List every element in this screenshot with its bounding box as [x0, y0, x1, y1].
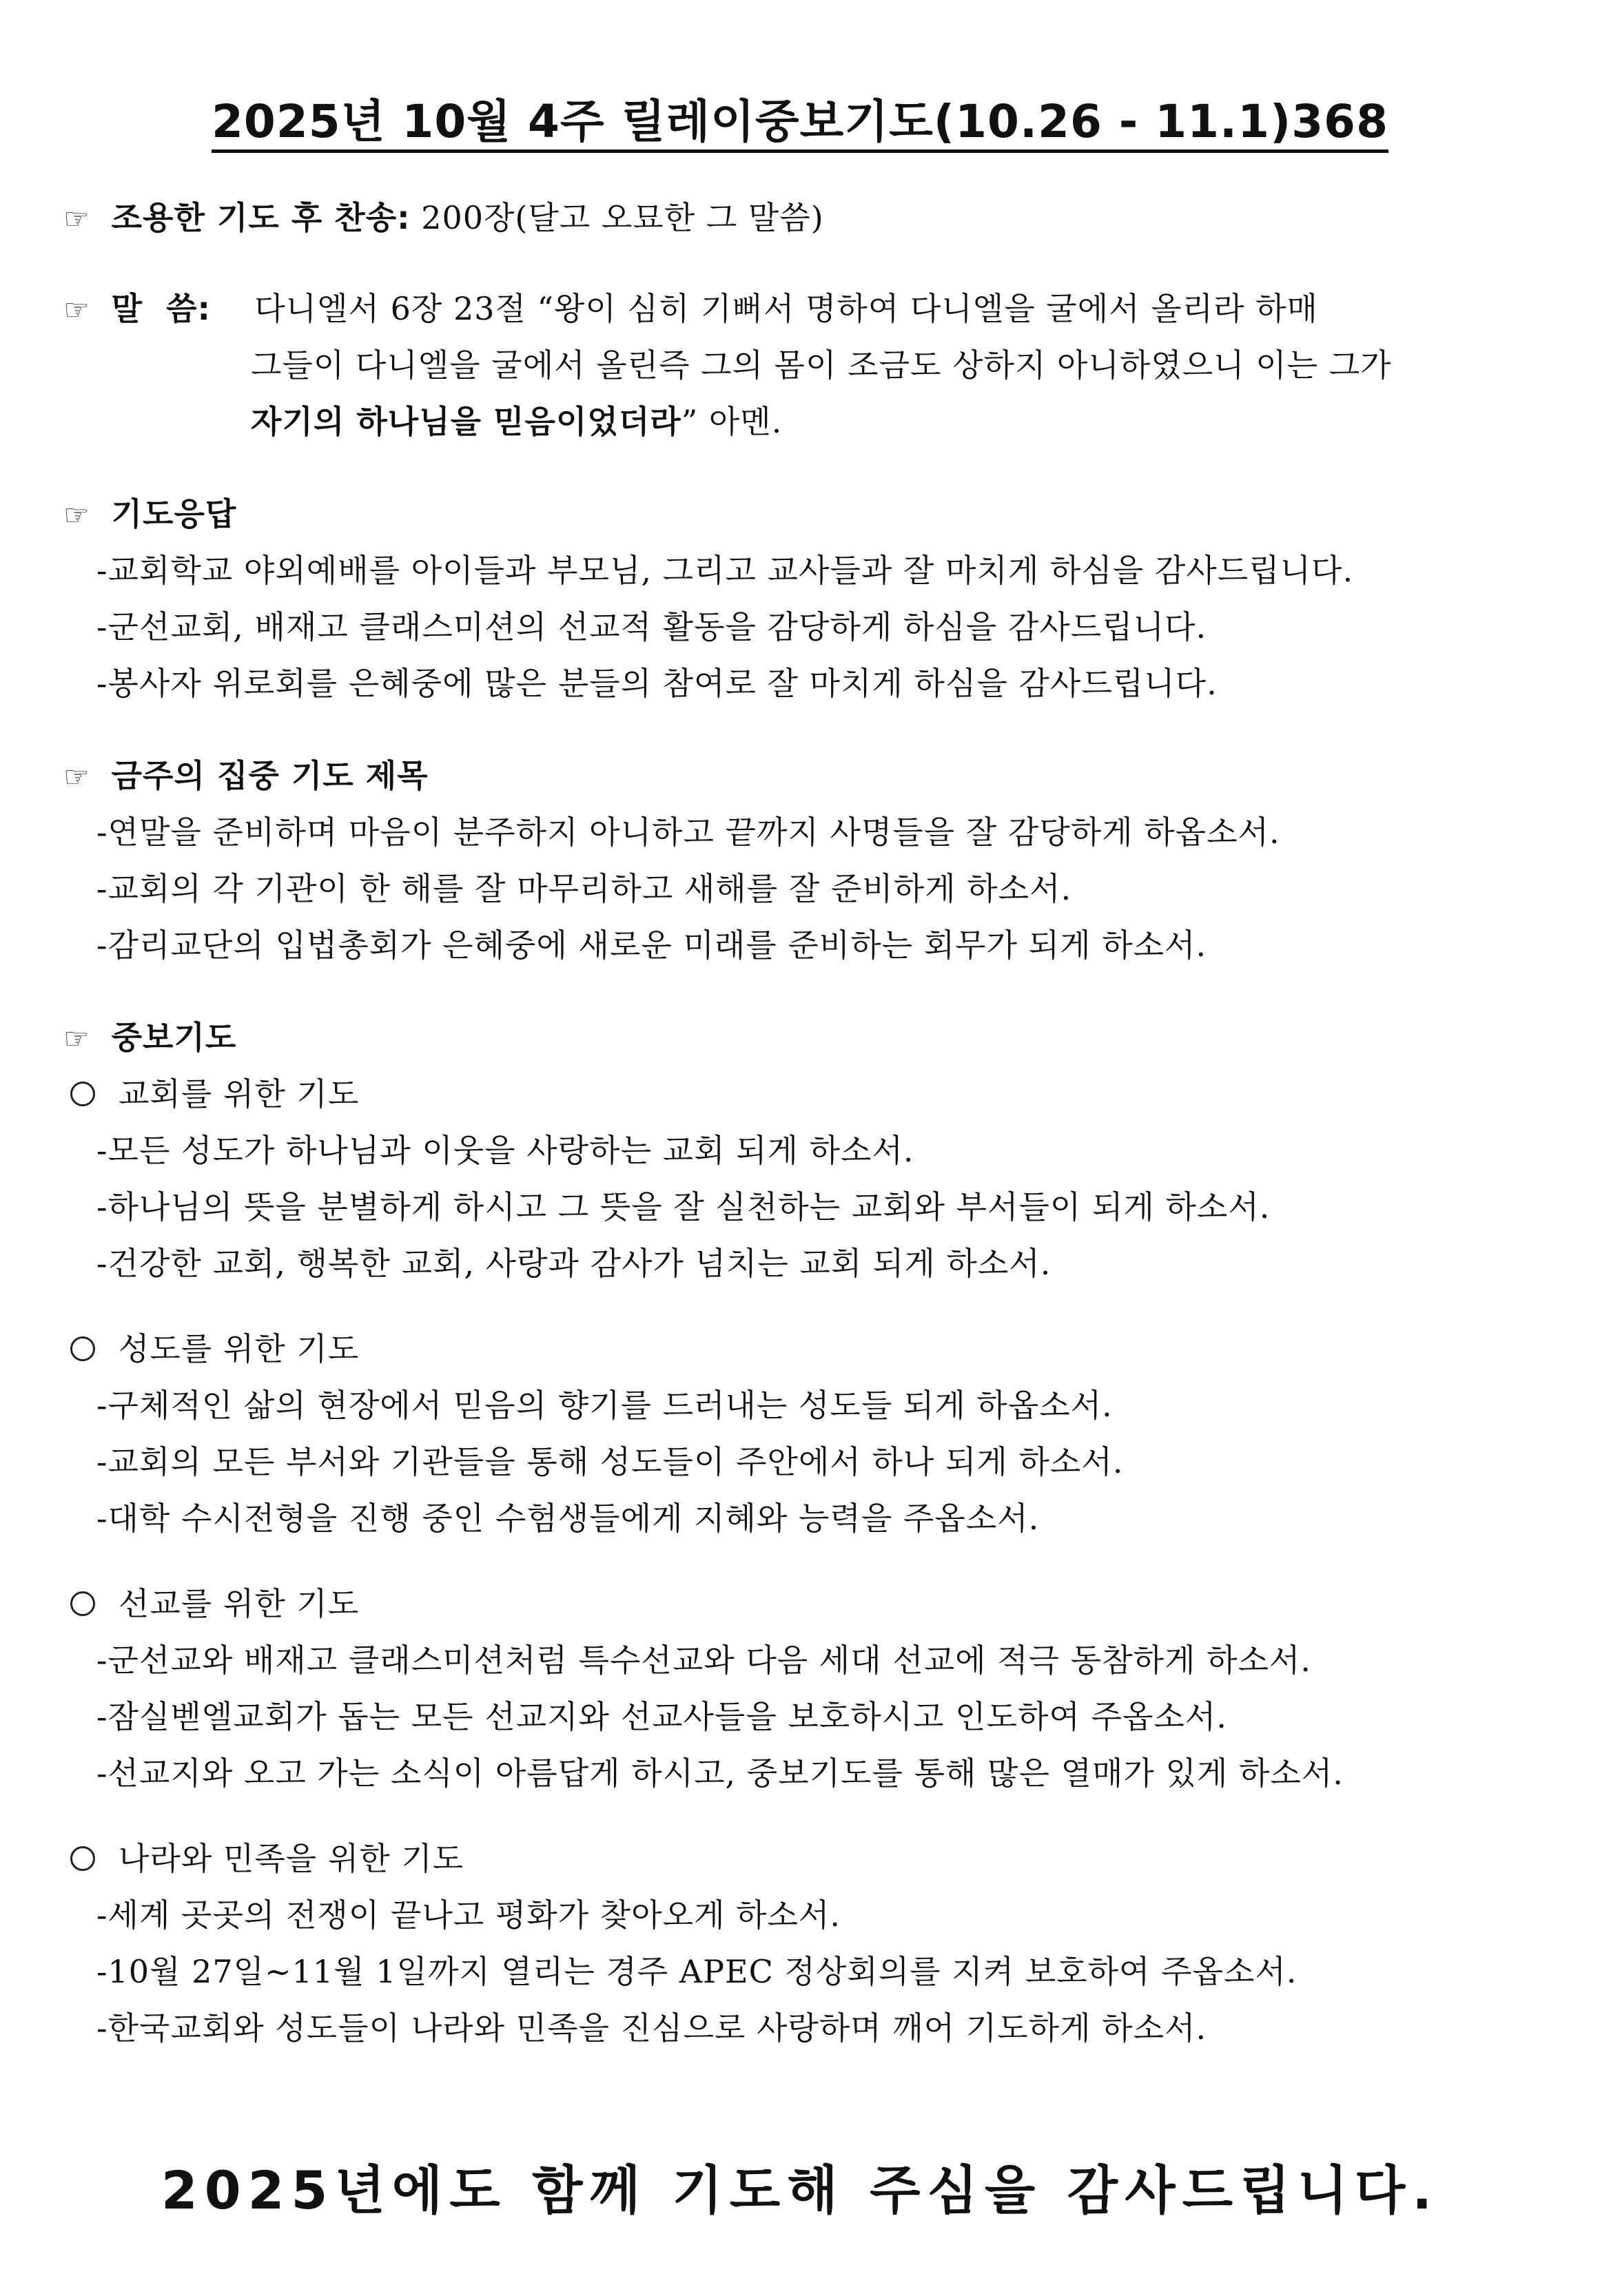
focus-heading-text: 금주의 집중 기도 제목 [111, 757, 429, 794]
closing-message: 2025년에도 함께 기도해 주심을 감사드립니다. [161, 2160, 1439, 2221]
group-title-text: 교회를 위한 기도 [119, 1075, 360, 1113]
list-item: -구체적인 삶의 현장에서 믿음의 향기를 드러내는 성도들 되게 하옵소서. [96, 1387, 1113, 1424]
page-title [0, 91, 1600, 153]
focus-item: -감리교단의 입법총회가 은혜중에 새로운 미래를 준비하는 회무가 되게 하소서. [96, 927, 1207, 964]
intercession-heading-text: 중보기도 [111, 1019, 237, 1056]
page-title-text: 2025년 10월 4주 릴레이중보기도(10.26 - 11.1)368 [212, 95, 1388, 153]
scripture-text-1: 다니엘서 6장 23절 “왕이 심히 기뻐서 명하여 다니엘을 굴에서 올리라 하매 [254, 290, 1318, 327]
list-item: -교회의 모든 부서와 기관들을 통해 성도들이 주안에서 하나 되게 하소서. [96, 1443, 1124, 1480]
answers-heading [63, 493, 236, 536]
circle-bullet-icon [70, 1336, 95, 1361]
circle-bullet-icon [70, 1082, 95, 1106]
scripture-line-1 [63, 288, 1318, 331]
pointing-hand-icon: ☞ [63, 293, 90, 327]
focus-item: -교회의 각 기관이 한 해를 잘 마무리하고 새해를 잘 준비하게 하소서. [96, 870, 1072, 907]
scripture-label: 말 씀: [111, 290, 211, 327]
list-item: -세계 곳곳의 전쟁이 끝나고 평화가 찾아오게 하소서. [96, 1896, 841, 1934]
list-item: -대학 수시전형을 진행 중인 수험생들에게 지혜와 능력을 주옵소서. [96, 1500, 1040, 1537]
hymn-label: 조용한 기도 후 찬송: [111, 199, 411, 236]
scripture-closing: ” 아멘. [681, 403, 783, 440]
answer-item: -교회학교 야외예배를 아이들과 부모님, 그리고 교사들과 잘 마치게 하심을 감사드립니다. [96, 552, 1354, 589]
group-title-saints [68, 1328, 359, 1369]
list-item: -하나님의 뜻을 분별하게 하시고 그 뜻을 잘 실천하는 교회와 부서들이 되게 하소서. [96, 1188, 1271, 1225]
list-item: -잠실벧엘교회가 돕는 모든 선교지와 선교사들을 보호하시고 인도하여 주옵소서. [96, 1698, 1227, 1735]
pointing-hand-icon: ☞ [63, 1022, 90, 1055]
scripture-line-2: 그들이 다니엘을 굴에서 올린즉 그의 몸이 조금도 상하지 아니하였으니 이는 그가 [251, 347, 1392, 384]
scripture-line-3 [251, 401, 782, 442]
focus-item: -연말을 준비하며 마음이 분주하지 아니하고 끝까지 사명들을 잘 감당하게 하옵소서. [96, 814, 1280, 851]
list-item: -10월 27일~11월 1일까지 열리는 경주 APEC 정상회의를 지켜 보호하여 주옵소서. [96, 1953, 1298, 1990]
group-title-text: 선교를 위한 기도 [119, 1585, 360, 1622]
group-title-text: 나라와 민족을 위한 기도 [119, 1840, 464, 1877]
list-item: -건강한 교회, 행복한 교회, 사랑과 감사가 넘치는 교회 되게 하소서. [96, 1245, 1052, 1282]
list-item: -선교지와 오고 가는 소식이 아름답게 하시고, 중보기도를 통해 많은 열매가 있게 하소서. [96, 1755, 1344, 1792]
intercession-heading [63, 1017, 236, 1059]
pointing-hand-icon: ☞ [63, 498, 90, 532]
answer-item: -봉사자 위로회를 은혜중에 많은 분들의 참여로 잘 마치게 하심을 감사드립니다. [96, 665, 1218, 702]
group-title-church [68, 1073, 359, 1115]
hymn-text: 200장(달고 오묘한 그 말씀) [421, 199, 824, 236]
list-item: -군선교와 배재고 클래스미션처럼 특수선교와 다음 세대 선교에 적극 동참하게 하소서. [96, 1642, 1312, 1679]
group-title-text: 성도를 위한 기도 [119, 1330, 360, 1367]
group-title-mission [68, 1583, 359, 1624]
circle-bullet-icon [70, 1846, 95, 1871]
answer-item: -군선교회, 배재고 클래스미션의 선교적 활동을 감당하게 하심을 감사드립니다. [96, 608, 1207, 645]
group-title-nation [68, 1838, 464, 1879]
list-item: -모든 성도가 하나님과 이웃을 사랑하는 교회 되게 하소서. [96, 1132, 914, 1169]
pointing-hand-icon: ☞ [63, 202, 90, 236]
circle-bullet-icon [70, 1591, 95, 1616]
hymn-line [63, 197, 824, 240]
focus-heading [63, 755, 429, 798]
answers-heading-text: 기도응답 [111, 495, 237, 532]
list-item: -한국교회와 성도들이 나라와 민족을 진심으로 사랑하며 깨어 기도하게 하소서. [96, 2009, 1207, 2047]
scripture-bold-text: 자기의 하나님을 믿음이었더라 [251, 403, 681, 440]
pointing-hand-icon: ☞ [63, 760, 90, 794]
